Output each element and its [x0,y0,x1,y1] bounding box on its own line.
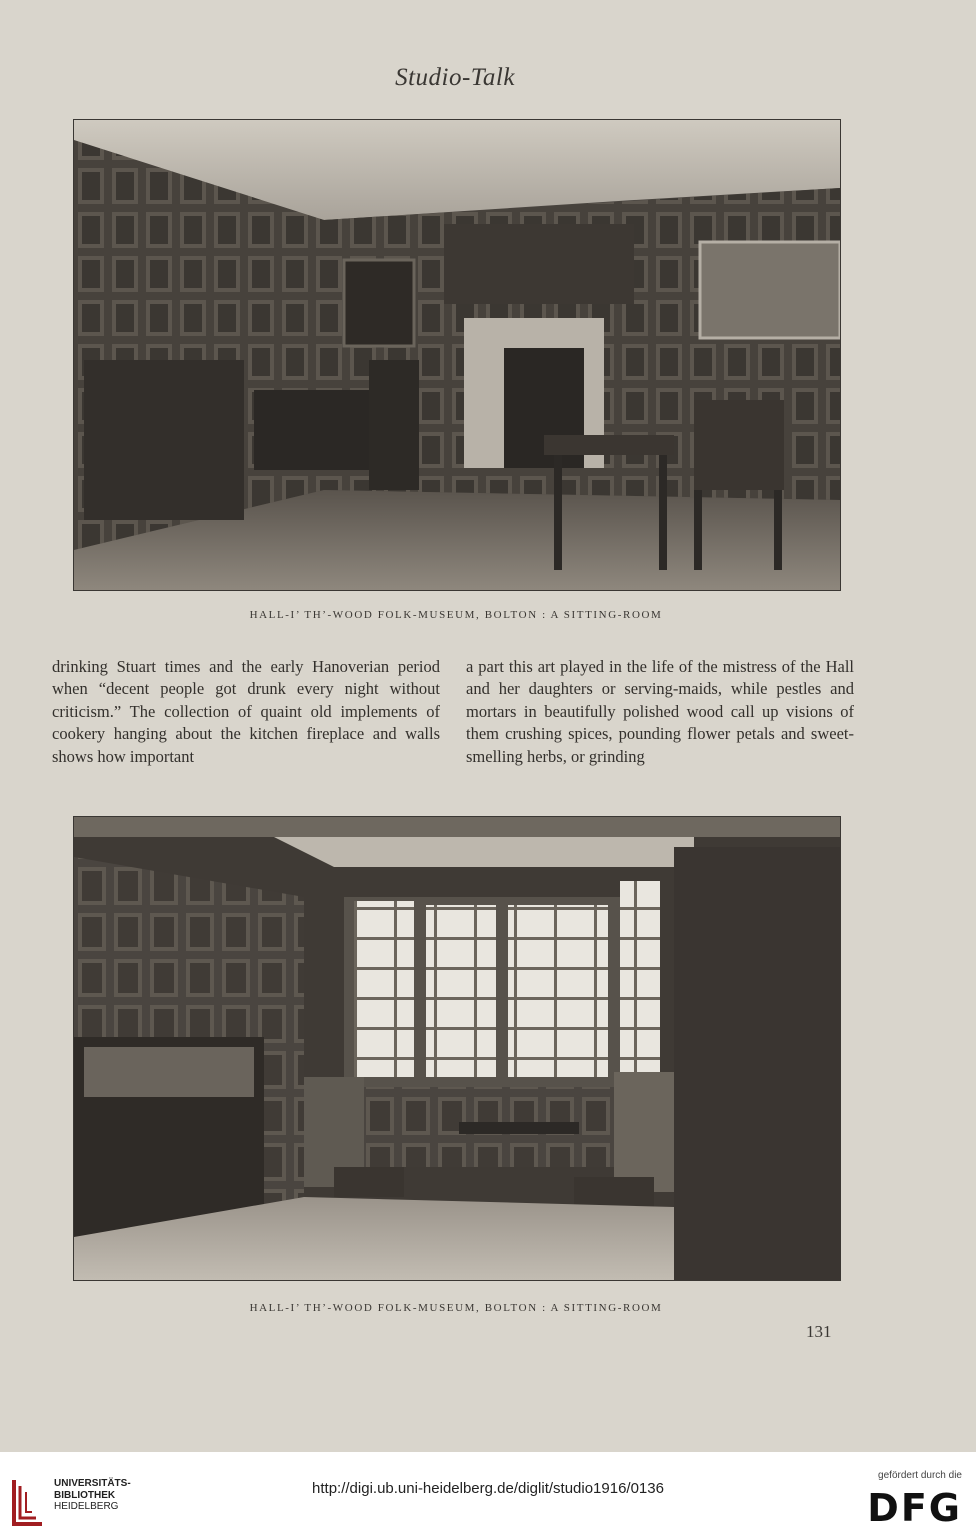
text-column-left [52,656,440,768]
left-column-text: drinking Stuart times and the early Hanoverian period when “decent people got drunk every night without criticism.” The collection of quaint old implements of cookery hanging about the kitchen fireplace and walls shows how important [52,657,440,766]
text-column-right [466,656,854,768]
plate-2-illustration [74,817,840,1280]
running-head: Studio-Talk [395,64,515,91]
dfg-logo: DFG [867,1486,962,1530]
plate-photo-1 [73,119,841,591]
permalink-url[interactable]: http://digi.ub.uni-heidelberg.de/diglit/studio1916/0136 [312,1480,664,1497]
institution-line-3: HEIDELBERG [54,1501,119,1512]
right-column-text: a part this art played in the life of the mistress of the Hall and her daughters or serving-maids, while pestles and mortars in beautifully polished wood call up visions of them crushing spices, pounding flower petals and sweet-smelling herbs, or grinding [466,657,854,766]
plate-1-caption: HALL-I’ TH’-WOOD FOLK-MUSEUM, BOLTON : A SITTING-ROOM [249,609,663,621]
digitization-footer [0,1452,976,1538]
funding-note: gefördert durch die [878,1470,962,1481]
institution-line-1: UNIVERSITÄTS- [54,1478,131,1489]
plate-2-caption: HALL-I’ TH’-WOOD FOLK-MUSEUM, BOLTON : A SITTING-ROOM [249,1302,663,1314]
plate-photo-2 [73,816,841,1281]
page-number: 131 [806,1322,832,1341]
plate-1-illustration [74,120,840,590]
institution-line-2: BIBLIOTHEK [54,1489,116,1501]
